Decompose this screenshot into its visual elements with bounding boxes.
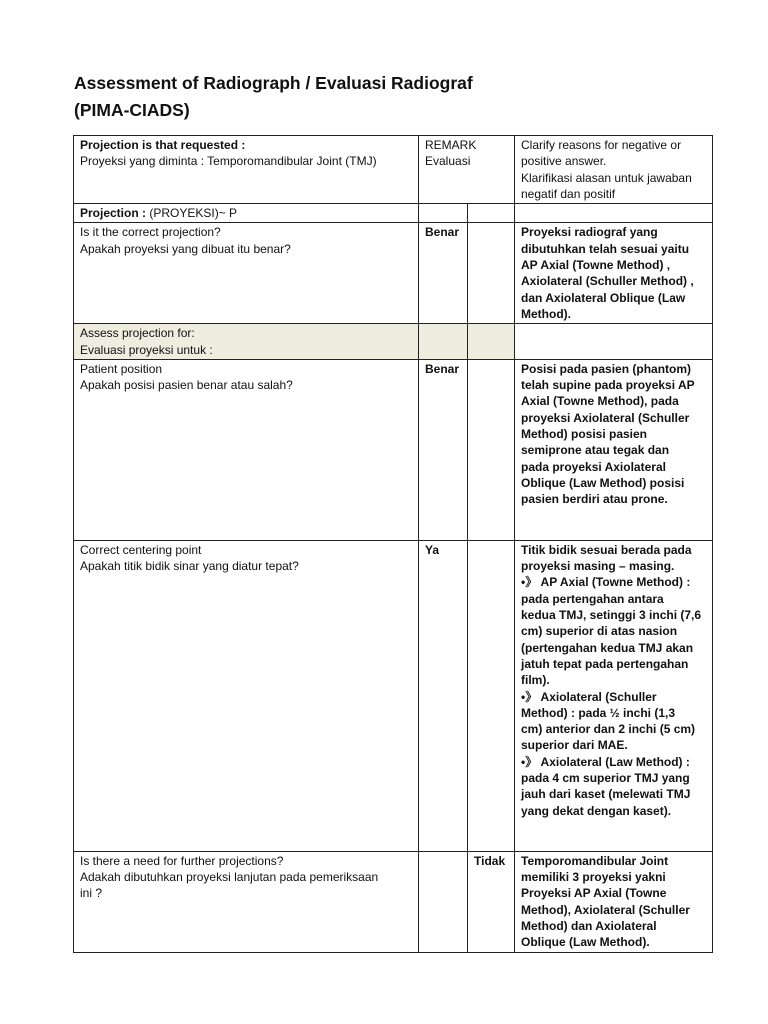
header-clarify-cell bbox=[515, 136, 713, 204]
reason-line: Method) posisi pasien bbox=[521, 427, 648, 442]
projection-value: (PROYEKSI)~ P bbox=[149, 206, 238, 221]
reason-line: Method). bbox=[521, 306, 571, 321]
reason-line: Method), Axiolateral (Schuller bbox=[521, 902, 690, 917]
header-projection-text: Proyeksi yang diminta : Temporomandibular Joint (TMJ) bbox=[80, 154, 377, 169]
assess-reason-cell bbox=[515, 324, 713, 360]
header-remark-label: REMARK bbox=[425, 138, 477, 152]
question-en: Is there a need for further projections? bbox=[80, 853, 284, 868]
reason-line: dibutuhkan telah sesuai yaitu bbox=[521, 241, 690, 256]
question-cell bbox=[74, 223, 419, 324]
answer-yes-cell: Benar bbox=[419, 359, 468, 540]
reason-line: jatuh tepat pada pertengahan bbox=[521, 656, 689, 671]
reason-cell bbox=[515, 359, 713, 540]
reason-line: Temporomandibular Joint bbox=[521, 853, 669, 868]
header-remark-cell bbox=[419, 136, 515, 204]
question-cell bbox=[74, 359, 419, 540]
reason-line: Oblique (Law Method). bbox=[521, 935, 650, 950]
answer-no-cell bbox=[468, 540, 515, 851]
assess-cell bbox=[74, 324, 419, 360]
answer-no-cell bbox=[468, 359, 515, 540]
question-id: Adakah dibutuhkan proyeksi lanjutan pada pemeriksaan bbox=[80, 870, 379, 885]
reason-cell bbox=[515, 851, 713, 952]
centering-point-row bbox=[74, 540, 713, 851]
header-clarify-line: Klarifikasi alasan untuk jawaban bbox=[521, 170, 692, 185]
question-en: Correct centering point bbox=[80, 542, 202, 557]
patient-position-row bbox=[74, 359, 713, 540]
reason-line: proyeksi Axiolateral (Schuller bbox=[521, 410, 690, 425]
reason-cell bbox=[515, 540, 713, 851]
question-id: Apakah proyeksi yang dibuat itu benar? bbox=[80, 241, 291, 256]
reason-line: memiliki 3 proyeksi yakni bbox=[521, 870, 666, 885]
assess-answer-yes-cell bbox=[419, 324, 468, 360]
header-projection-cell bbox=[74, 136, 419, 204]
reason-line: pada pertengahan antara bbox=[521, 591, 664, 606]
question-id: Apakah posisi pasien benar atau salah? bbox=[80, 378, 293, 393]
projection-label: Projection : bbox=[80, 206, 147, 221]
projection-cell bbox=[74, 204, 419, 223]
reason-line: cm) anterior dan 2 inchi (5 cm) bbox=[521, 722, 696, 737]
header-projection-label: Projection is that requested : bbox=[80, 138, 246, 152]
answer-yes-cell: Ya bbox=[419, 540, 468, 851]
document-subtitle: (PIMA-CIADS) bbox=[74, 100, 190, 120]
document-title: Assessment of Radiograph / Evaluasi Radiograf bbox=[74, 73, 473, 93]
reason-line: (pertengahan kedua TMJ akan bbox=[521, 640, 694, 655]
further-projections-row bbox=[74, 851, 713, 952]
answer-yes-cell bbox=[419, 851, 468, 952]
answer-no-cell: Tidak bbox=[468, 851, 515, 952]
reason-line: dan Axiolateral Oblique (Law bbox=[521, 290, 686, 305]
question-en: Is it the correct projection? bbox=[80, 225, 221, 240]
reason-line: pada 4 cm superior TMJ yang bbox=[521, 771, 690, 786]
reason-line: Posisi pada pasien (phantom) bbox=[521, 361, 692, 376]
correct-projection-row bbox=[74, 223, 713, 324]
reason-line: cm) superior di atas nasion bbox=[521, 624, 678, 639]
reason-line: Method) : pada ½ inchi (1,3 bbox=[521, 705, 676, 720]
reason-line: yang dekat dengan kaset). bbox=[521, 803, 672, 818]
reason-line: superior dari MAE. bbox=[521, 738, 628, 753]
header-remark-sublabel: Evaluasi bbox=[425, 154, 471, 169]
answer-yes-cell: Benar bbox=[419, 223, 468, 324]
reason-line: proyeksi masing – masing. bbox=[521, 559, 675, 574]
reason-line: Proyeksi radiograf yang bbox=[521, 225, 658, 240]
reason-line: Titik bidik sesuai berada pada bbox=[521, 542, 692, 557]
projection-row bbox=[74, 204, 713, 223]
header-clarify-line: negatif dan positif bbox=[521, 186, 616, 201]
projection-reason-cell bbox=[515, 204, 713, 223]
reason-line: Axial (Towne Method), pada bbox=[521, 394, 679, 409]
question-en: Patient position bbox=[80, 361, 163, 376]
reason-cell bbox=[515, 223, 713, 324]
reason-line: jauh dari kaset (melewati TMJ bbox=[521, 787, 691, 802]
assess-label-en: Assess projection for: bbox=[80, 326, 195, 341]
reason-line: •》 Axiolateral (Schuller bbox=[521, 689, 657, 704]
projection-answer-yes-cell bbox=[419, 204, 468, 223]
assess-answer-no-cell bbox=[468, 324, 515, 360]
header-clarify-line: Clarify reasons for negative or bbox=[521, 138, 682, 152]
assess-row bbox=[74, 324, 713, 360]
reason-line: telah supine pada proyeksi AP bbox=[521, 378, 695, 393]
reason-line: film). bbox=[521, 673, 550, 688]
question-id: Apakah titik bidik sinar yang diatur tepat? bbox=[80, 559, 299, 574]
reason-line: •》 AP Axial (Towne Method) : bbox=[521, 575, 691, 590]
assessment-table bbox=[73, 135, 713, 953]
question-cell bbox=[74, 851, 419, 952]
reason-line: Oblique (Law Method) posisi bbox=[521, 475, 685, 490]
reason-line: •》 Axiolateral (Law Method) : bbox=[521, 754, 690, 769]
reason-line: semiprone atau tegak dan bbox=[521, 443, 670, 458]
reason-line: Method) dan Axiolateral bbox=[521, 919, 657, 934]
assess-label-id: Evaluasi proyeksi untuk : bbox=[80, 342, 213, 357]
reason-line: pada proyeksi Axiolateral bbox=[521, 459, 666, 474]
question-cell bbox=[74, 540, 419, 851]
reason-line: Proyeksi AP Axial (Towne bbox=[521, 886, 667, 901]
header-row bbox=[74, 136, 713, 204]
reason-line: pasien berdiri atau prone. bbox=[521, 492, 668, 507]
header-clarify-line: positive answer. bbox=[521, 154, 607, 169]
reason-line: kedua TMJ, setinggi 3 inchi (7,6 bbox=[521, 608, 702, 623]
question-id-continued: ini ? bbox=[80, 886, 103, 901]
projection-answer-no-cell bbox=[468, 204, 515, 223]
reason-line: Axiolateral (Schuller Method) , bbox=[521, 274, 694, 289]
reason-line: AP Axial (Towne Method) , bbox=[521, 258, 671, 273]
answer-no-cell bbox=[468, 223, 515, 324]
